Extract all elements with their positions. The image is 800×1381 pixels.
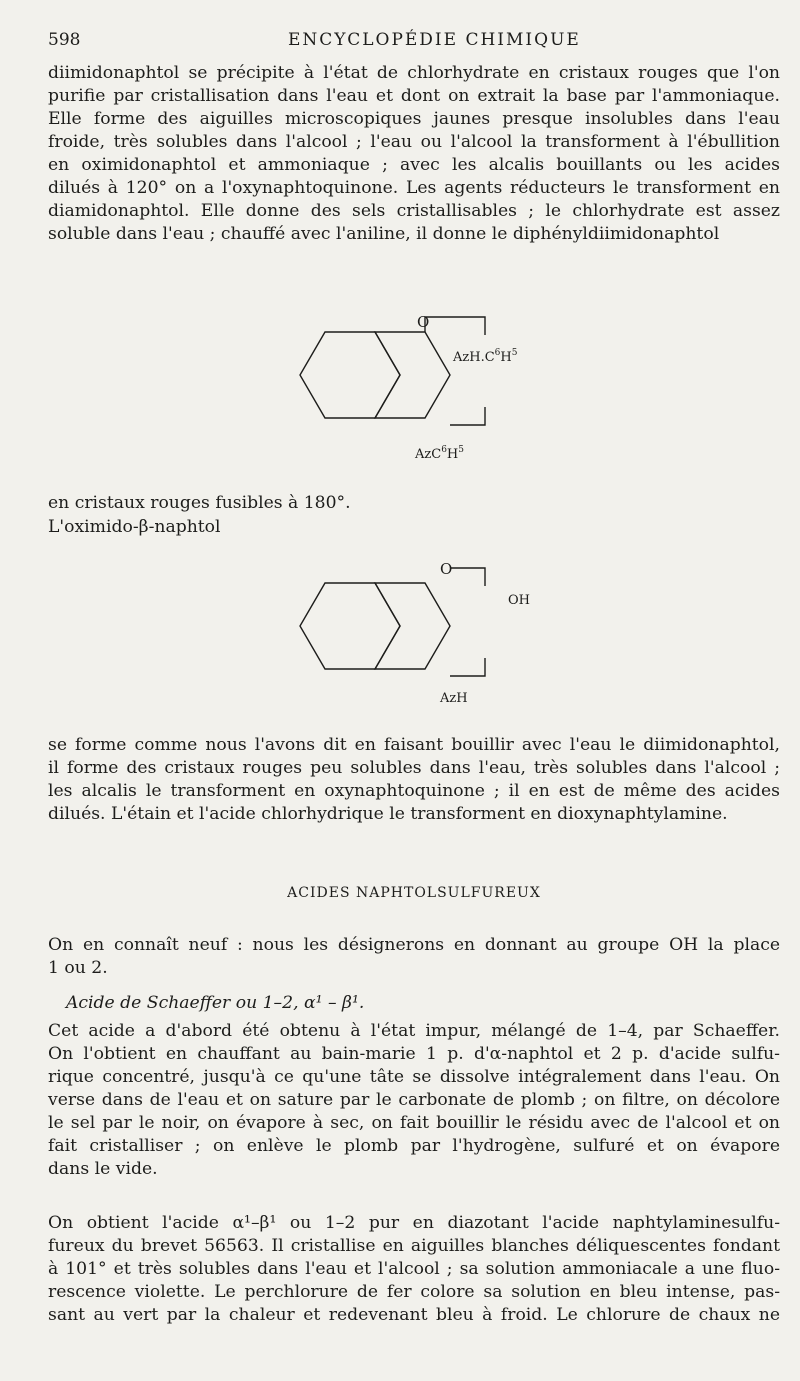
text-line: On en connaît neuf : nous les désignerons en donnant au groupe OH la place bbox=[48, 935, 780, 955]
structural-formula-oximido-naphtol bbox=[270, 556, 530, 706]
melting-point-line bbox=[48, 492, 780, 515]
text-line: à 101° et très solubles dans l'eau et l'alcool ; sa solution ammoniacale a une fluo- bbox=[48, 1259, 780, 1279]
text-line: fait cristalliser ; on enlève le plomb par l'hydrogène, sulfuré et on évapore bbox=[48, 1136, 780, 1156]
text-line: Cet acide a d'abord été obtenu à l'état impur, mélangé de 1–4, par Schaeffer. bbox=[48, 1021, 780, 1041]
text-line: le sel par le noir, on évapore à sec, on fait bouillir le résidu avec de l'alcool et on bbox=[48, 1113, 780, 1133]
text-line: dans le vide. bbox=[48, 1159, 158, 1179]
text-line: 1 ou 2. bbox=[48, 958, 108, 978]
text-line: purifie par cristallisation dans l'eau et dont on extrait la base par l'ammoniaque. bbox=[48, 86, 780, 106]
text-line: en cristaux rouges fusibles à 180°. bbox=[48, 493, 351, 513]
text-line: verse dans de l'eau et on sature par le carbonate de plomb ; on filtre, on décolore bbox=[48, 1090, 780, 1110]
text-line: rique concentré, jusqu'à ce qu'une tâte se dissolve intégralement dans l'eau. On bbox=[48, 1067, 780, 1087]
paragraph-intro-acids bbox=[48, 934, 780, 980]
text-line: soluble dans l'eau ; chauffé avec l'aniline, il donne le diphényldiimidonaphtol bbox=[48, 224, 720, 244]
formula-bottom-substituent: $AzC^6H^5$ bbox=[415, 445, 464, 462]
text-line: il forme des cristaux rouges peu solubles dans l'eau, très solubles dans l'alcool ; bbox=[48, 758, 780, 778]
formula-oxygen-label: O bbox=[417, 313, 430, 331]
compound-title-oximido bbox=[48, 516, 780, 539]
page-number: 598 bbox=[48, 30, 81, 50]
text-line: Acide de Schaeffer ou 1–2, α¹ – β¹. bbox=[66, 993, 365, 1013]
text-line: en oximidonaphtol et ammoniaque ; avec les alcalis bouillants ou les acides bbox=[48, 155, 780, 175]
text-line: se forme comme nous l'avons dit en faisant bouillir avec l'eau le diimidonaphtol, bbox=[48, 735, 780, 755]
text-line: froide, très solubles dans l'alcool ; l'eau ou l'alcool la transforment à l'ébullition bbox=[48, 132, 780, 152]
text-line: diamidonaphtol. Elle donne des sels cristallisables ; le chlorhydrate est assez bbox=[48, 201, 780, 221]
compound-title-schaeffer bbox=[66, 992, 780, 1015]
paragraph-schaeffer-properties bbox=[48, 1212, 780, 1327]
structural-formula-diphenyldiimidonaphtol bbox=[270, 305, 530, 465]
text-line: sant au vert par la chaleur et redevenant bleu à froid. Le chlorure de chaux ne bbox=[48, 1305, 780, 1325]
formula-oxygen-label: O bbox=[440, 560, 453, 578]
formula-hydroxyl-label: OH bbox=[508, 593, 530, 608]
running-title: ENCYCLOPÉDIE CHIMIQUE bbox=[288, 30, 581, 50]
paragraph-oximido-properties bbox=[48, 734, 780, 826]
text-line: diimidonaphtol se précipite à l'état de chlorhydrate en cristaux rouges que l'on bbox=[48, 63, 780, 83]
text-line: les alcalis le transforment en oxynaphtoquinone ; il en est de même des acides bbox=[48, 781, 780, 801]
text-line: L'oximido-β-naphtol bbox=[48, 517, 221, 537]
section-heading: ACIDES NAPHTOLSULFUREUX bbox=[287, 885, 541, 901]
text-line: dilués. L'étain et l'acide chlorhydrique le transforment en dioxynaphtylamine. bbox=[48, 804, 728, 824]
text-line: fureux du brevet 56563. Il cristallise en aiguilles blanches déliquescentes fondant bbox=[48, 1236, 780, 1256]
text-line: On obtient l'acide α¹–β¹ ou 1–2 pur en diazotant l'acide naphtylaminesulfu- bbox=[48, 1213, 780, 1233]
text-line: dilués à 120° on a l'oxynaphtoquinone. Les agents réducteurs le transforment en bbox=[48, 178, 780, 198]
page-header bbox=[48, 30, 780, 58]
formula-imine-label: AzH bbox=[440, 691, 468, 706]
paragraph-schaeffer-preparation bbox=[48, 1020, 780, 1181]
text-line: rescence violette. Le perchlorure de fer colore sa solution en bleu intense, pas- bbox=[48, 1282, 780, 1302]
text-line: Elle forme des aiguilles microscopiques jaunes presque insolubles dans l'eau bbox=[48, 109, 780, 129]
text-line: On l'obtient en chauffant au bain-marie 1 p. d'α-naphtol et 2 p. d'acide sulfu- bbox=[48, 1044, 780, 1064]
formula-right-substituent: $AzH.C^6H^5$ bbox=[453, 348, 518, 365]
paragraph-diimidonaphtol bbox=[48, 62, 780, 246]
